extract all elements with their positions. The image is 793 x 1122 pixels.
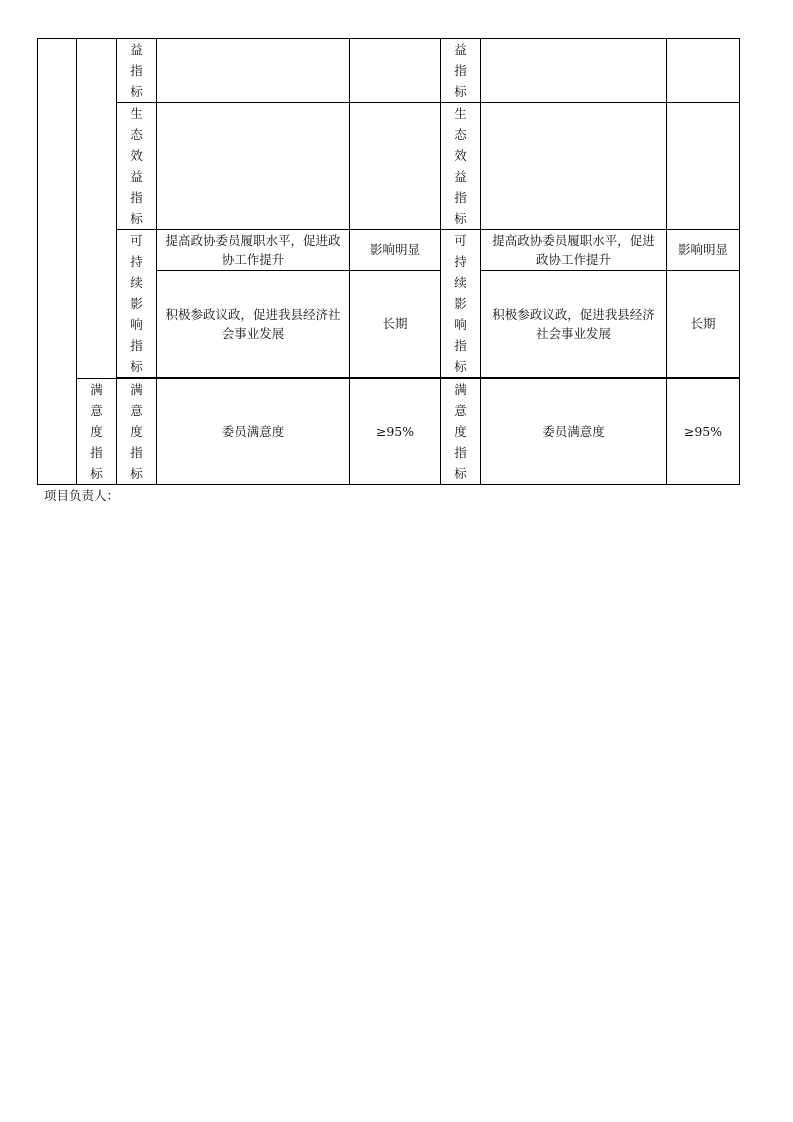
- performance-indicator-table-section: [37, 38, 740, 485]
- level2-cell: [77, 39, 117, 379]
- left-indicator-value: ≥95%: [350, 379, 441, 485]
- level3-label-benefit: 益 指 标: [117, 39, 157, 103]
- left-indicator-content: 提高政协委员履职水平，促进政协工作提升: [157, 230, 350, 271]
- level3-label-ecological: 生 态 效 益 指 标: [117, 103, 157, 230]
- left-indicator-content: 积极参政议政，促进我县经济社会事业发展: [157, 270, 350, 377]
- right-indicator-value: 长期: [667, 270, 740, 377]
- right-indicator-content: 提高政协委员履职水平，促进政协工作提升: [481, 230, 667, 271]
- level1-cell: [38, 39, 77, 485]
- right-level3-label-ecological: 生 态 效 益 指 标: [441, 103, 481, 230]
- level2-label-satisfaction: 满 意 度 指 标: [77, 379, 117, 485]
- left-indicator-content: [157, 39, 350, 103]
- left-indicator-value: 长期: [350, 270, 441, 377]
- right-level3-label-benefit: 益 指 标: [441, 39, 481, 103]
- right-indicator-content: 积极参政议政，促进我县经济社会事业发展: [481, 270, 667, 377]
- left-indicator-value: 影响明显: [350, 230, 441, 271]
- table-row: [38, 39, 740, 103]
- table-row: [38, 230, 740, 271]
- right-indicator-value: [667, 39, 740, 103]
- right-indicator-content: 委员满意度: [481, 379, 667, 485]
- right-indicator-value: [667, 103, 740, 230]
- level3-label-sustainable: 可 持 续 影 响 指 标: [117, 230, 157, 378]
- table-row: [38, 379, 740, 485]
- left-indicator-value: [350, 103, 441, 230]
- right-indicator-content: [481, 39, 667, 103]
- table-row: [38, 103, 740, 230]
- project-leader-label: 项目负责人：: [44, 488, 120, 503]
- left-indicator-content: [157, 103, 350, 230]
- right-indicator-content: [481, 103, 667, 230]
- left-indicator-value: [350, 39, 441, 103]
- right-level3-label-sustainable: 可 持 续 影 响 指 标: [441, 230, 481, 378]
- right-indicator-value: ≥95%: [667, 379, 740, 485]
- right-indicator-value: 影响明显: [667, 230, 740, 271]
- left-indicator-content: 委员满意度: [157, 379, 350, 485]
- right-level3-label-satisfaction: 满 意 度 指 标: [441, 379, 481, 485]
- level3-label-satisfaction: 满 意 度 指 标: [117, 379, 157, 485]
- performance-indicator-table: [37, 38, 740, 485]
